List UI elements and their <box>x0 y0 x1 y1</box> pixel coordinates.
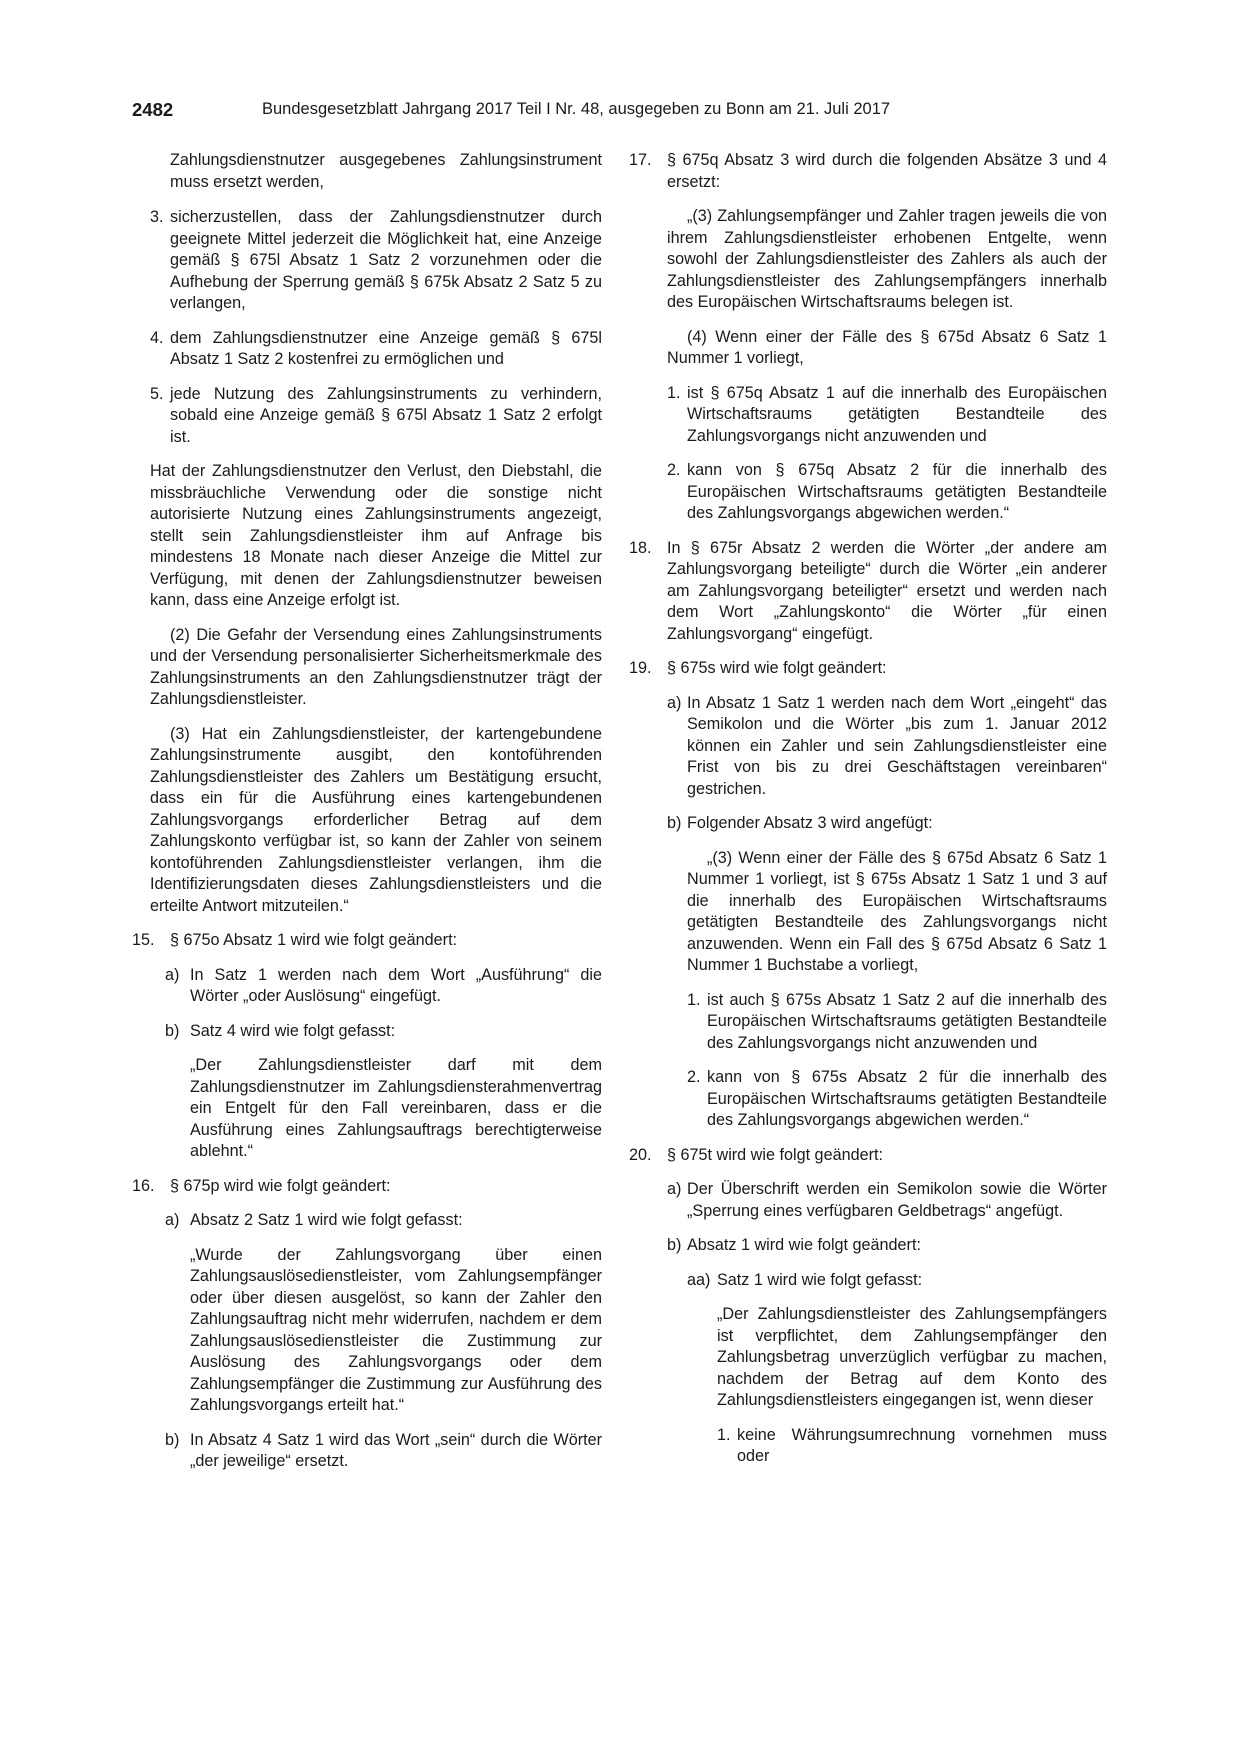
list-item-text: dem Zahlungsdienstnutzer eine Anzeige gemäß § 675l Absatz 1 Satz 2 kostenfrei zu ermöglichen und <box>170 328 602 368</box>
list-marker: 5. <box>150 384 164 403</box>
paragraph <box>132 724 602 918</box>
list-item <box>629 383 1107 448</box>
list-item <box>132 1021 602 1043</box>
list-item-text: Absatz 1 wird wie folgt geändert: <box>687 1236 921 1254</box>
list-item <box>132 1430 602 1473</box>
list-item <box>132 328 602 371</box>
paragraph <box>132 461 602 612</box>
paragraph-text: Zahlungsdienstnutzer ausgegebenes Zahlungsinstrument muss ersetzt werden, <box>170 151 602 191</box>
list-item <box>132 207 602 315</box>
list-marker: 2. <box>687 1068 701 1086</box>
list-marker: b) <box>667 814 682 832</box>
list-item <box>629 538 1107 646</box>
list-item-text: In Satz 1 werden nach dem Wort „Ausführung“ die Wörter „oder Auslösung“ eingefügt. <box>190 965 602 1005</box>
list-marker: b) <box>667 1236 682 1254</box>
paragraph <box>132 150 602 193</box>
list-item <box>629 1145 1107 1167</box>
list-marker: 16. <box>132 1176 155 1195</box>
list-item <box>132 965 602 1008</box>
list-marker: aa) <box>687 1270 711 1289</box>
page-number: 2482 <box>132 99 174 120</box>
list-item-text: In Absatz 1 Satz 1 werden nach dem Wort „eingeht“ das Semikolon und die Wörter „bis zum 1. Januar 2012 können ein Zahler und sein Zahlungsdienstleister eine Frist von bis zu drei Geschäftstagen vereinbaren“ gestrichen. <box>687 693 1107 798</box>
list-marker: a) <box>165 1211 180 1229</box>
list-marker: 18. <box>629 538 652 557</box>
list-marker: 1. <box>667 383 681 402</box>
right-column <box>629 150 1107 1481</box>
quoted-text-body: „(3) Zahlungsempfänger und Zahler tragen jeweils die von ihrem Zahlungsdienstleister erhobenen Entgelte, wenn sowohl der Zahlungsdienstleister des Zahlers als auch der Zahlungsdienstleister des Zahlungsempfängers innerhalb des Europäischen Wirtschaftsraums belegen ist. <box>667 207 1107 311</box>
list-item <box>132 930 602 952</box>
list-item-text: Absatz 2 Satz 1 wird wie folgt gefasst: <box>190 1211 463 1229</box>
list-item <box>629 990 1107 1055</box>
list-marker: b) <box>165 1430 180 1449</box>
list-item-text: keine Währungsumrechnung vornehmen muss oder <box>737 1425 1107 1465</box>
paragraph <box>132 625 602 711</box>
list-marker: a) <box>667 1180 682 1198</box>
list-item-text: ist § 675q Absatz 1 auf die innerhalb des Europäischen Wirtschaftsraums getätigten Bestandteile des Zahlungsvorgangs nicht anzuwenden und <box>687 383 1107 445</box>
list-marker: 1. <box>717 1425 731 1444</box>
list-item-text: kann von § 675s Absatz 2 für die innerhalb des Europäischen Wirtschaftsraums getätigten Bestandteile des Zahlungsvorgangs abgewichen werden.“ <box>707 1068 1107 1129</box>
list-item-text: Folgender Absatz 3 wird angefügt: <box>687 814 933 832</box>
list-marker: b) <box>165 1021 180 1040</box>
paragraph-text: (3) Hat ein Zahlungsdienstleister, der kartengebundene Zahlungsinstrumente ausgibt, den kontoführenden Zahlungsdienstleister des Zahlers um Bestätigung ersucht, dass ein für die Ausführung eines kartengebundenen Zahlungsvorgangs erforderlicher Betrag auf dem Zahlungskonto verfügbar ist, so kann der Zahler von seinem kontoführenden Zahlungsdienstleister verlangen, ihm die Identifizierungsdaten dieses Zahlungsdienstleisters und die erteilte Antwort mitzuteilen.“ <box>150 724 602 915</box>
list-marker: 20. <box>629 1145 652 1164</box>
paragraph-text: (2) Die Gefahr der Versendung eines Zahlungsinstruments und der Versendung personalisierter Sicherheitsmerkmale des Zahlungsinstruments an den Zahlungsdienstnutzer trägt der Zahlungsdienstleister. <box>150 625 602 708</box>
quoted-text <box>629 206 1107 314</box>
gazette-title: Bundesgesetzblatt Jahrgang 2017 Teil I Nr. 48, ausgegeben zu Bonn am 21. Juli 2017 <box>262 100 891 118</box>
paragraph-text: (4) Wenn einer der Fälle des § 675d Absatz 6 Satz 1 Nummer 1 vorliegt, <box>667 327 1107 367</box>
list-marker: a) <box>165 965 180 984</box>
quoted-text-body: „Der Zahlungsdienstleister des Zahlungsempfängers ist verpflichtet, dem Zahlungsempfänger den Zahlungsbetrag unverzüglich verfügbar zu machen, nachdem der Betrag auf dem Konto des Zahlungsdienstleisters eingegangen ist, wenn dieser <box>717 1305 1107 1409</box>
left-column <box>132 150 602 1486</box>
list-marker: 2. <box>667 461 681 479</box>
list-marker: a) <box>667 693 682 712</box>
list-item <box>629 1270 1107 1292</box>
list-item <box>629 813 1107 835</box>
list-item <box>629 693 1107 801</box>
list-item-text: § 675p wird wie folgt geändert: <box>170 1176 391 1195</box>
list-marker: 3. <box>150 208 164 226</box>
list-marker: 15. <box>132 931 155 949</box>
paragraph-text: Hat der Zahlungsdienstnutzer den Verlust, den Diebstahl, die missbräuchliche Verwendung oder die sonstige nicht autorisierte Nutzung eines Zahlungsinstruments angezeigt, stellt sein Zahlungsdienstleister ihm auf Anfrage bis mindestens 18 Monate nach dieser Anzeige die Mittel zur Verfügung, mit denen der Zahlungsdienstnutzer beweisen kann, dass eine Anzeige erfolgt ist. <box>150 462 602 609</box>
list-marker: 1. <box>687 990 701 1009</box>
list-item <box>629 1179 1107 1222</box>
list-item <box>629 150 1107 193</box>
quoted-text <box>132 1245 602 1417</box>
quoted-text-body: „(3) Wenn einer der Fälle des § 675d Absatz 6 Satz 1 Nummer 1 vorliegt, ist § 675s Absatz 1 Satz 1 und 3 auf die innerhalb des Europäischen Wirtschaftsraums getätigten Bestandteile des Zahlungsvorgangs nicht anzuwenden. Wenn ein Fall des § 675d Absatz 6 Satz 1 Nummer 1 Buchstabe a vorliegt, <box>687 848 1107 974</box>
paragraph <box>629 327 1107 370</box>
list-item-text: Der Überschrift werden ein Semikolon sowie die Wörter „Sperrung eines verfügbaren Geldbetrags“ angefügt. <box>687 1180 1107 1220</box>
page-header <box>132 99 1107 125</box>
list-item-text: In Absatz 4 Satz 1 wird das Wort „sein“ durch die Wörter „der jeweilige“ ersetzt. <box>190 1430 602 1470</box>
list-item <box>132 1176 602 1198</box>
list-marker: 4. <box>150 328 164 347</box>
list-item <box>629 1425 1107 1468</box>
quoted-text-body: „Der Zahlungsdienstleister darf mit dem Zahlungsdienstnutzer im Zahlungsdiensterahmenvertrag ein Entgelt für den Fall vereinbaren, dass er die Ausführung eines Zahlungsauftrags berechtigterweise ablehnt.“ <box>190 1056 602 1160</box>
quoted-text-body: „Wurde der Zahlungsvorgang über einen Zahlungsauslösedienstleister, vom Zahlungsempfänger oder über diesen ausgelöst, so kann der Zahler den Zahlungsauftrag nicht mehr widerrufen, nachdem er dem Zahlungsauslösedienstleister die Zustimmung zur Auslösung des Zahlungsvorgangs oder dem Zahlungsempfänger die Zustimmung zur Ausführung des Zahlungsvorgangs erteilt hat.“ <box>190 1245 602 1414</box>
quoted-text <box>132 1055 602 1163</box>
list-item-text: ist auch § 675s Absatz 1 Satz 2 auf die innerhalb des Europäischen Wirtschaftsraums getätigten Bestandteile des Zahlungsvorgangs nicht anzuwenden und <box>707 990 1107 1052</box>
list-item <box>629 460 1107 525</box>
list-item-text: § 675q Absatz 3 wird durch die folgenden Absätze 3 und 4 ersetzt: <box>667 151 1107 191</box>
list-item-text: In § 675r Absatz 2 werden die Wörter „der andere am Zahlungsvorgang beteiligte“ durch die Wörter „ein anderer am Zahlungsvorgang beteiligter“ ersetzt und werden nach dem Wort „Zahlungskonto“ die Wörter „für einen Zahlungsvorgang“ eingefügt. <box>667 538 1107 643</box>
list-marker: 19. <box>629 659 652 677</box>
list-item-text: § 675o Absatz 1 wird wie folgt geändert: <box>170 931 458 949</box>
list-item-text: jede Nutzung des Zahlungsinstruments zu verhindern, sobald eine Anzeige gemäß § 675l Absatz 1 Satz 2 erfolgt ist. <box>170 384 602 446</box>
list-item-text: Satz 4 wird wie folgt gefasst: <box>190 1021 396 1040</box>
list-item-text: sicherzustellen, dass der Zahlungsdienstnutzer durch geeignete Mittel jederzeit die Möglichkeit hat, eine Anzeige gemäß § 675l Absatz 1 Satz 2 vorzunehmen oder die Aufhebung der Sperrung gemäß § 675k Absatz 2 Satz 5 zu verlangen, <box>170 208 602 312</box>
list-item-text: kann von § 675q Absatz 2 für die innerhalb des Europäischen Wirtschaftsraums getätigten Bestandteile des Zahlungsvorgangs abgewichen werden.“ <box>687 461 1107 522</box>
list-marker: 17. <box>629 151 652 169</box>
list-item-text: Satz 1 wird wie folgt gefasst: <box>717 1270 923 1289</box>
list-item <box>629 1235 1107 1257</box>
list-item <box>132 1210 602 1232</box>
quoted-text <box>629 848 1107 977</box>
list-item <box>132 384 602 449</box>
list-item <box>629 658 1107 680</box>
list-item <box>629 1067 1107 1132</box>
quoted-text <box>629 1304 1107 1412</box>
list-item-text: § 675t wird wie folgt geändert: <box>667 1145 883 1164</box>
list-item-text: § 675s wird wie folgt geändert: <box>667 659 887 677</box>
